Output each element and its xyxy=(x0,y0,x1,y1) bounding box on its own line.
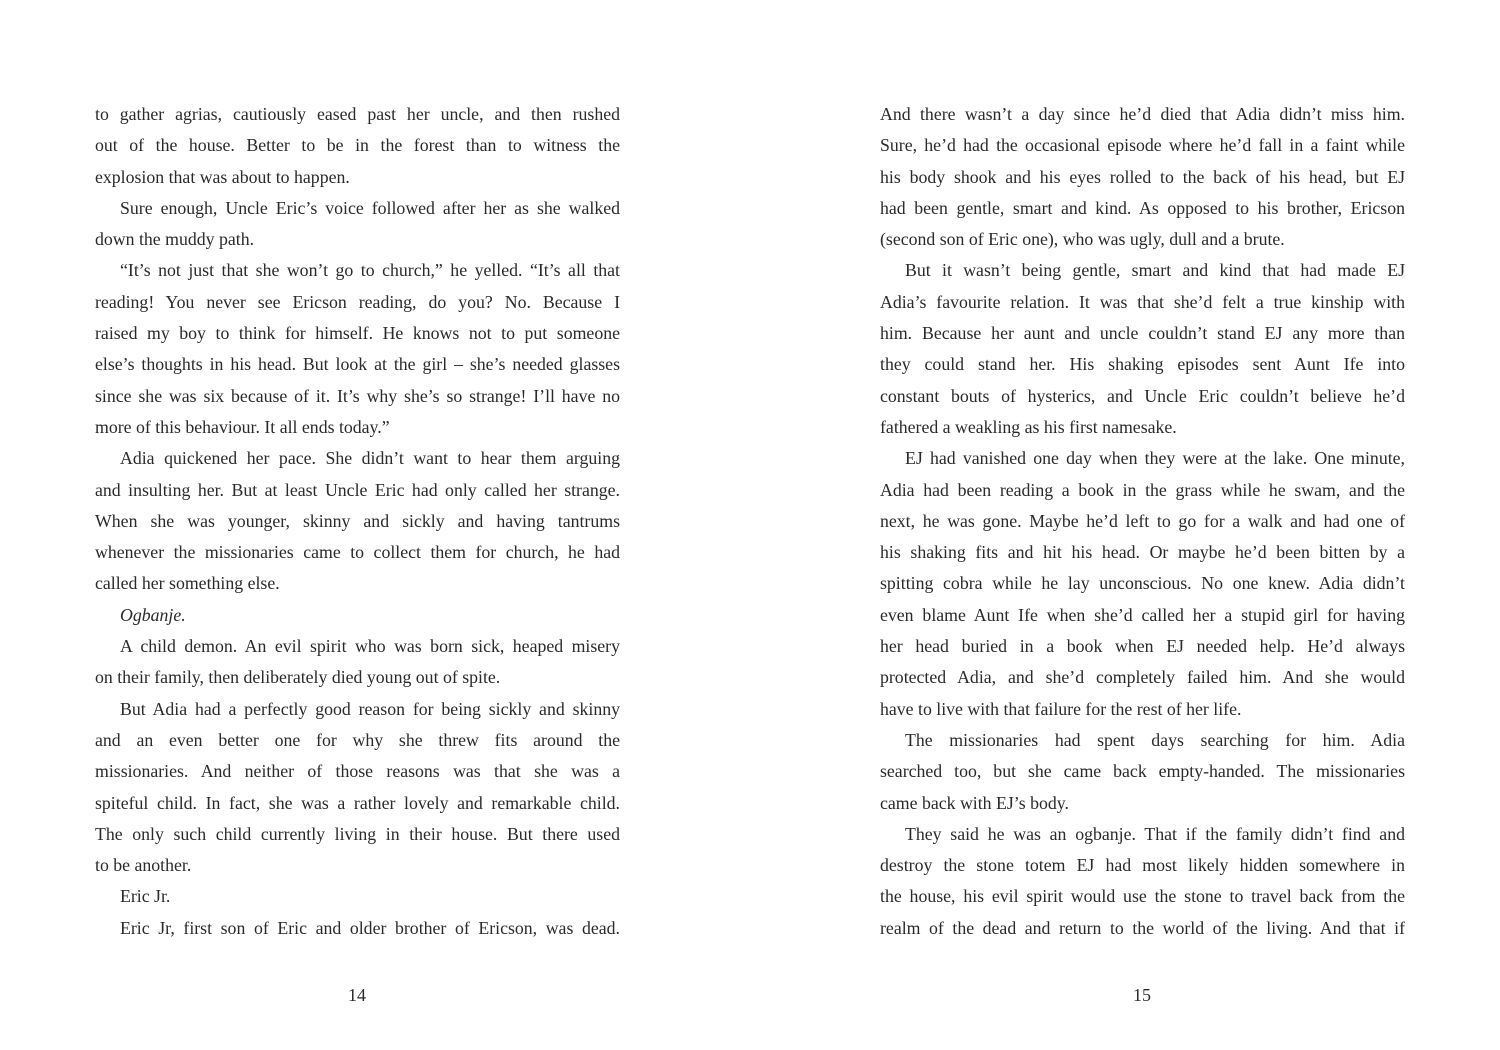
text-line: to gather agrias, cautiously eased past her uncle, and then rushed xyxy=(95,104,620,124)
text-line: came back with EJ’s body. xyxy=(880,792,1069,813)
text-line: had been gentle, smart and kind. As opposed to his brother, Ericson xyxy=(880,197,1405,218)
text-line: Ogbanje. xyxy=(120,604,186,625)
text-line: fathered a weakling as his first namesake. xyxy=(880,416,1177,437)
text-line: her head buried in a book when EJ needed help. He’d always xyxy=(880,636,1405,657)
text-line: called her something else. xyxy=(95,573,280,594)
text-line: They said he was an ogbanje. That if the family didn’t find and xyxy=(905,823,1405,844)
text-line: A child demon. An evil spirit who was born sick, heaped misery xyxy=(120,636,620,657)
text-line: even blame Aunt Ife when she’d called her a stupid girl for having xyxy=(880,604,1405,625)
text-line: Eric Jr, first son of Eric and older brother of Ericson, was dead. xyxy=(120,917,620,938)
text-line: constant bouts of hysterics, and Uncle Eric couldn’t believe he’d xyxy=(880,385,1405,406)
text-line: Sure, he’d had the occasional episode where he’d fall in a faint while xyxy=(880,135,1405,156)
text-line: Adia quickened her pace. She didn’t want to hear them arguing xyxy=(120,448,620,469)
text-line: they could stand her. His shaking episodes sent Aunt Ife into xyxy=(880,354,1405,375)
text-line: him. Because her aunt and uncle couldn’t stand EJ any more than xyxy=(880,323,1405,344)
text-line: But Adia had a perfectly good reason for being sickly and skinny xyxy=(120,698,620,719)
text-line: the house, his evil spirit would use the stone to travel back from the xyxy=(880,886,1405,907)
text-line: raised my boy to think for himself. He knows not to put someone xyxy=(95,323,620,344)
text-line: Eric Jr. xyxy=(120,886,171,907)
text-line: missionaries. And neither of those reasons was that she was a xyxy=(95,761,620,782)
text-line: (second son of Eric one), who was ugly, dull and a brute. xyxy=(880,229,1285,250)
left-page-text xyxy=(95,99,620,944)
text-line: his shaking fits and hit his head. Or maybe he’d been bitten by a xyxy=(880,542,1405,563)
text-line: explosion that was about to happen. xyxy=(95,166,350,187)
page-number-right: 15 xyxy=(1133,985,1151,1005)
text-line: Adia’s favourite relation. It was that she’d felt a true kinship with xyxy=(880,291,1405,312)
text-line: searched too, but she came back empty-handed. The missionaries xyxy=(880,761,1405,782)
text-line: The missionaries had spent days searching for him. Adia xyxy=(905,729,1405,750)
text-line: Adia had been reading a book in the grass while he swam, and the xyxy=(880,479,1405,500)
text-line: have to live with that failure for the rest of her life. xyxy=(880,698,1242,719)
text-line: And there wasn’t a day since he’d died that Adia didn’t miss him. xyxy=(880,104,1405,124)
text-line: protected Adia, and she’d completely failed him. And she would xyxy=(880,667,1405,688)
text-line: down the muddy path. xyxy=(95,229,255,250)
text-line: whenever the missionaries came to collect them for church, he had xyxy=(95,542,620,563)
text-line: When she was younger, skinny and sickly and having tantrums xyxy=(95,510,620,531)
text-line: Sure enough, Uncle Eric’s voice followed after her as she walked xyxy=(120,197,620,218)
right-page-text xyxy=(880,99,1405,944)
text-line: reading! You never see Ericson reading, do you? No. Because I xyxy=(95,291,620,312)
text-line: spiteful child. In fact, she was a rather lovely and remarkable child. xyxy=(95,792,620,813)
text-line: his body shook and his eyes rolled to the back of his head, but EJ xyxy=(880,166,1405,187)
text-line: spitting cobra while he lay unconscious. No one knew. Adia didn’t xyxy=(880,573,1405,594)
text-line: and an even better one for why she threw fits around the xyxy=(95,729,620,750)
text-line: and insulting her. But at least Uncle Eric had only called her strange. xyxy=(95,479,620,500)
text-line: But it wasn’t being gentle, smart and kind that had made EJ xyxy=(905,260,1405,281)
text-line: next, he was gone. Maybe he’d left to go for a walk and had one of xyxy=(880,510,1405,531)
text-line: EJ had vanished one day when they were at the lake. One minute, xyxy=(905,448,1405,469)
text-line: “It’s not just that she won’t go to church,” he yelled. “It’s all that xyxy=(120,260,620,281)
text-line: since she was six because of it. It’s why she’s so strange! I’ll have no xyxy=(95,385,620,406)
text-line: out of the house. Better to be in the forest than to witness the xyxy=(95,135,620,156)
text-line: to be another. xyxy=(95,855,192,876)
text-line: destroy the stone totem EJ had most likely hidden somewhere in xyxy=(880,855,1405,876)
text-line: realm of the dead and return to the world of the living. And that if xyxy=(880,917,1405,938)
text-line: on their family, then deliberately died young out of spite. xyxy=(95,667,501,688)
text-line: more of this behaviour. It all ends today.” xyxy=(95,416,390,437)
text-line: else’s thoughts in his head. But look at the girl – she’s needed glasses xyxy=(95,354,620,375)
page-number-left: 14 xyxy=(348,985,366,1005)
text-line: The only such child currently living in their house. But there used xyxy=(95,823,620,844)
